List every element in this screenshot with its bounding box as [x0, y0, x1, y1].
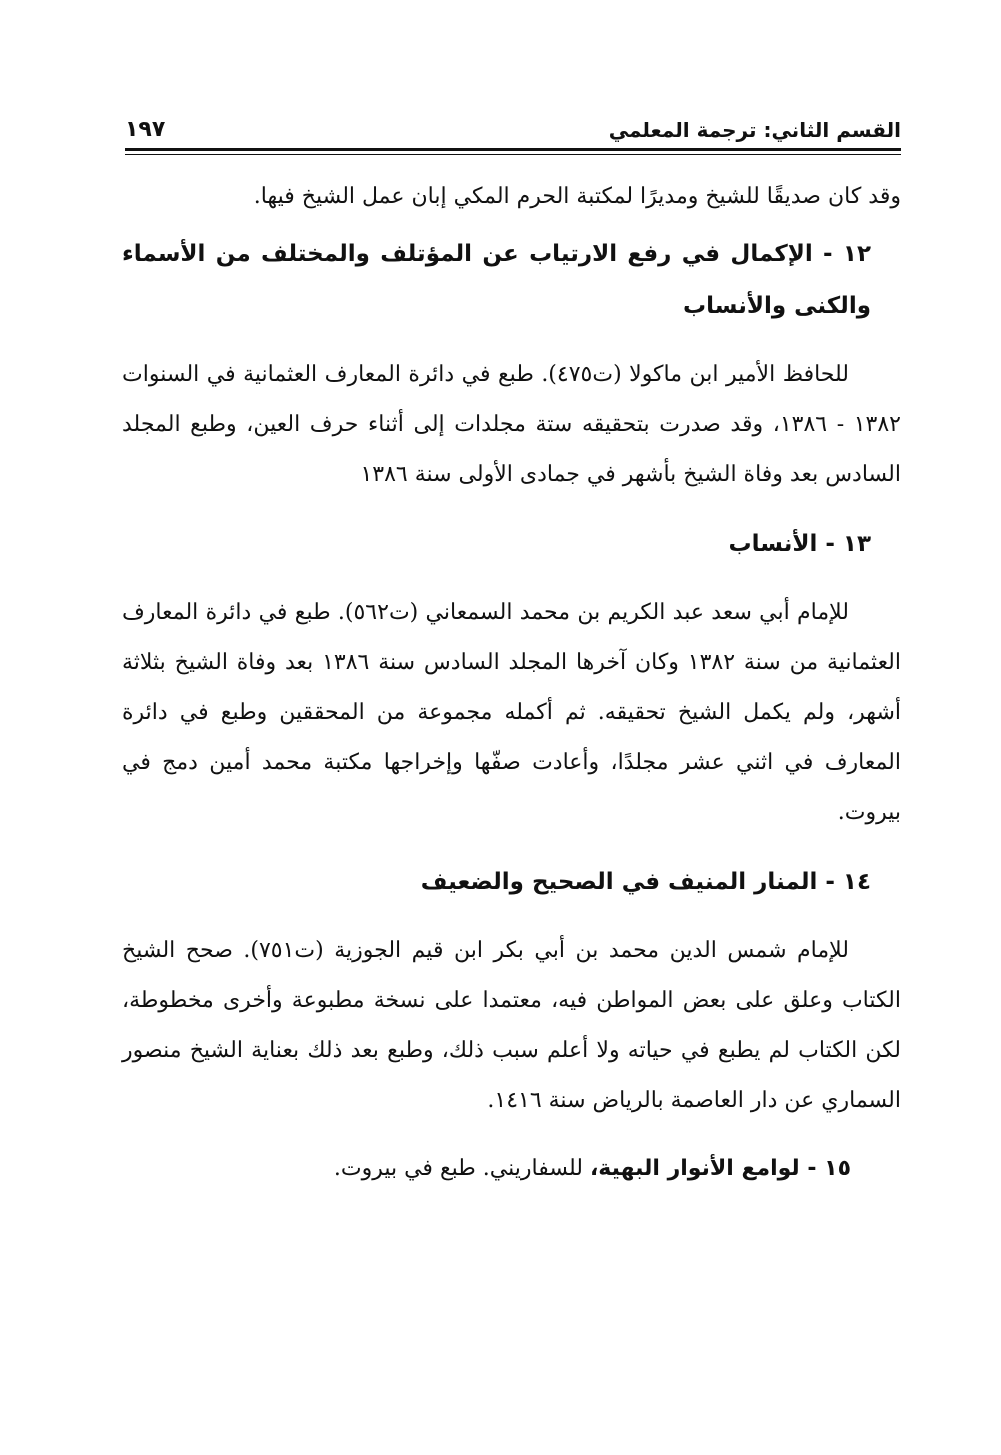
item-15-line: [122, 1144, 901, 1194]
item-14-paragraph: للإمام شمس الدين محمد بن أبي بكر ابن قيم الجوزية (ت٧٥١). صحح الشيخ الكتاب وعلق على بعض المواطن فيه، معتمدا على نسخة مطبوعة وأخرى مخطوطة، لكن الكتاب لم يطبع في حياته ولا أعلم سبب ذلك، وطبع بعد ذلك بعناية الشيخ منصور السماري عن دار العاصمة بالرياض سنة ١٤١٦.: [122, 938, 901, 1113]
item-12-heading: ١٢ - الإكمال في رفع الارتياب عن المؤتلف والمختلف من الأسماء والكنى والأنساب: [122, 241, 871, 319]
item-13-heading: ١٣ - الأنساب: [728, 531, 871, 557]
running-title: القسم الثاني: ترجمة المعلمي: [608, 118, 901, 142]
lead-paragraph: وقد كان صديقًا للشيخ ومديرًا لمكتبة الحرم المكي إبان عمل الشيخ فيها.: [253, 184, 901, 209]
page-body: [122, 172, 901, 1194]
header-rule-thin: [125, 154, 901, 155]
page-header: [125, 112, 901, 144]
item-12-paragraph: للحافظ الأمير ابن ماكولا (ت٤٧٥). طبع في دائرة المعارف العثمانية في السنوات ١٣٨٢ - ١٣٨٦، وقد صدرت بتحقيقه ستة مجلدات إلى أثناء حرف العين، وطبع المجلد السادس بعد وفاة الشيخ بأشهر في جمادى الأولى سنة ١٣٨٦: [122, 362, 901, 487]
item-15-title: ١٥ - لوامع الأنوار البهية،: [589, 1156, 851, 1181]
item-13-paragraph: للإمام أبي سعد عبد الكريم بن محمد السمعاني (ت٥٦٢). طبع في دائرة المعارف العثمانية من سنة ١٣٨٢ وكان آخرها المجلد السادس سنة ١٣٨٦ بعد وفاة الشيخ بثلاثة أشهر، ولم يكمل الشيخ تحقيقه. ثم أكمله مجموعة من المحققين وطبع في دائرة المعارف في اثني عشر مجلدًا، وأعادت صفّها وإخراجها مكتبة محمد أمين دمج في بيروت.: [122, 600, 901, 825]
item-15-rest: للسفاريني. طبع في بيروت.: [333, 1156, 590, 1181]
item-14-heading: ١٤ - المنار المنيف في الصحيح والضعيف: [420, 869, 871, 895]
header-rule-thick: [125, 148, 901, 151]
page-number: ١٩٧: [125, 117, 166, 142]
